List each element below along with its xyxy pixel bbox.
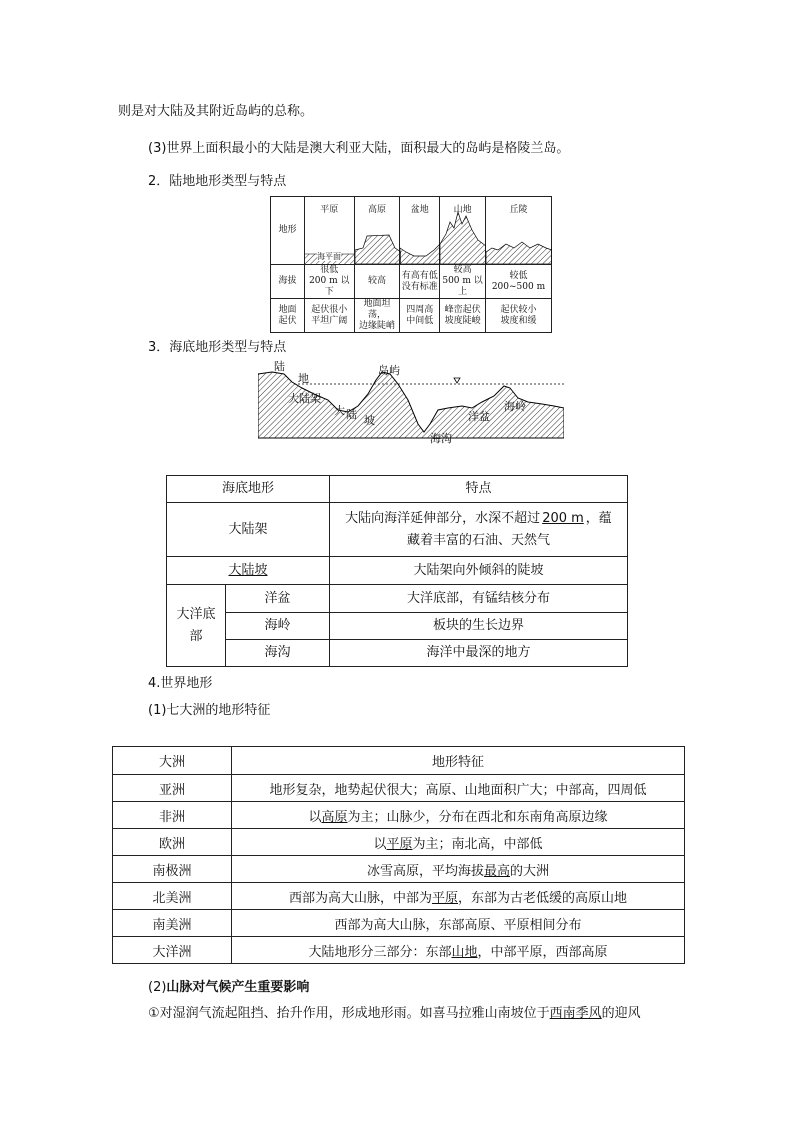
feature-text: 冰雪高原，平均海拔 xyxy=(366,863,484,879)
paragraph-line: (3)世界上面积最小的大陆是澳大利亚大陆，面积最大的岛屿是格陵兰岛。 xyxy=(148,141,570,156)
table-cell xyxy=(232,937,685,964)
table-cell xyxy=(232,829,685,856)
table-cell xyxy=(304,197,354,265)
feature-text: ，中部平原，西部高原 xyxy=(477,944,608,960)
feature-text: 平原 xyxy=(386,836,413,852)
paragraph-text: 西南季风 xyxy=(549,1006,602,1021)
feature-text: 大陆地形分三部分：东部 xyxy=(308,944,452,960)
feature-text: 西部为高大山脉，中部为 xyxy=(288,890,432,906)
table-cell: 大洋底部，有锰结核分布 xyxy=(330,585,628,613)
plateau-illustration xyxy=(355,224,401,264)
table-cell xyxy=(354,197,400,265)
label-shelf: 大陆架 xyxy=(288,392,321,405)
table-cell xyxy=(167,585,226,667)
table-cell: 四周高 中间低 xyxy=(400,299,440,333)
feature-text: 为主；山脉少，分布在西北和东南角高原边缘 xyxy=(347,809,608,825)
table-cell xyxy=(232,802,685,829)
table-cell xyxy=(440,197,486,265)
paragraph-text: 的迎风 xyxy=(601,1006,641,1021)
label-di: 地 xyxy=(298,372,309,385)
row-header: 地面 起伏 xyxy=(271,299,305,333)
feature-text: 大洋底 xyxy=(176,606,216,622)
paragraph-line: 则是对大陆及其附近岛屿的总称。 xyxy=(118,104,314,119)
table-cell: 很低 200 m 以下 xyxy=(304,265,354,299)
basin-illustration xyxy=(400,224,440,264)
section-heading: 3．海底地形类型与特点 xyxy=(148,340,287,355)
table-cell: 较低 200~500 m xyxy=(485,265,551,299)
feature-text: 大陆坡 xyxy=(228,562,268,578)
feature-text: 200 m xyxy=(542,510,584,526)
table-cell: 有高有低 没有标准 xyxy=(400,265,440,299)
paragraph-line xyxy=(148,1002,641,1021)
table-header: 特点 xyxy=(330,476,628,503)
label-trench: 海沟 xyxy=(430,432,452,445)
table-header: 海底地形 xyxy=(167,476,330,503)
table-header: 大洲 xyxy=(113,747,232,775)
table-cell: 亚洲 xyxy=(113,775,232,802)
table-cell: 地面坦荡， 边缘陡峭 xyxy=(354,299,400,333)
feature-text: ，蕴 xyxy=(585,510,612,526)
table-cell: 海洋中最深的地方 xyxy=(330,640,628,667)
label-basin: 洋盆 xyxy=(468,410,490,423)
label-lu: 陆 xyxy=(274,360,285,373)
column-label: 山地 xyxy=(453,205,472,215)
feature-text: 藏着丰富的石油、天然气 xyxy=(406,532,550,548)
feature-text: 大陆向海洋延伸部分，水深不超过 xyxy=(345,510,541,526)
table-cell: 欧洲 xyxy=(113,829,232,856)
feature-text: 最高 xyxy=(483,863,510,879)
table-cell: 起伏很小 平坦广阔 xyxy=(304,299,354,333)
table-cell xyxy=(232,883,685,910)
heading-number: (2) xyxy=(148,980,167,995)
table-cell: 大陆架 xyxy=(167,503,330,557)
sea-level-label: 海平面 xyxy=(316,252,341,261)
feature-text: 的大洲 xyxy=(510,863,550,879)
feature-text: 为主；南北高，中部低 xyxy=(412,836,543,852)
table-cell: 大陆架向外倾斜的陡坡 xyxy=(330,557,628,585)
landform-table xyxy=(270,196,552,333)
table-header: 地形特征 xyxy=(232,747,685,775)
label-ridge: 海岭 xyxy=(504,400,526,413)
feature-text: 以 xyxy=(308,809,322,825)
table-cell xyxy=(485,197,551,265)
table-cell: 西部为高大山脉，东部高原、平原相间分布 xyxy=(232,910,685,937)
table-cell: 地形 xyxy=(271,197,305,265)
table-cell xyxy=(232,856,685,883)
table-cell: 板块的生长边界 xyxy=(330,613,628,640)
table-cell: 起伏较小 坡度和缓 xyxy=(485,299,551,333)
section-heading: (1)七大洲的地形特征 xyxy=(148,703,271,718)
table-cell: 非洲 xyxy=(113,802,232,829)
column-label: 盆地 xyxy=(410,205,429,215)
row-header: 海拔 xyxy=(271,265,305,299)
feature-text: 山地 xyxy=(451,944,478,960)
seafloor-diagram xyxy=(258,358,564,448)
hills-illustration xyxy=(486,224,552,264)
label-slope-c: 坡 xyxy=(364,414,375,427)
feature-text: 高原 xyxy=(321,809,348,825)
feature-text: 部 xyxy=(189,628,203,644)
table-cell: 洋盆 xyxy=(226,585,330,613)
section-heading: 2．陆地地形类型与特点 xyxy=(148,174,287,189)
table-cell: 地形复杂，地势起伏很大；高原、山地面积广大；中部高，四周低 xyxy=(232,775,685,802)
seafloor-table xyxy=(166,475,628,667)
paragraph-text: ①对湿润气流起阻挡、抬升作用，形成地形雨。如喜马拉雅山南坡位于 xyxy=(148,1006,550,1021)
label-slope-b: 陆 xyxy=(346,408,357,421)
heading-text: 山脉对气候产生重要影响 xyxy=(166,980,310,995)
table-cell xyxy=(167,557,330,585)
continents-table xyxy=(112,746,685,964)
feature-text: 以 xyxy=(373,836,387,852)
table-cell: 海岭 xyxy=(226,613,330,640)
table-cell: 北美洲 xyxy=(113,883,232,910)
column-label: 高原 xyxy=(368,205,387,215)
mountain-illustration xyxy=(440,204,486,264)
table-cell: 南美洲 xyxy=(113,910,232,937)
table-cell: 南极洲 xyxy=(113,856,232,883)
label-slope-a: 大 xyxy=(334,404,345,417)
table-cell xyxy=(400,197,440,265)
label-island: 岛屿 xyxy=(378,364,400,377)
feature-text: ，东部为古老低缓的高原山地 xyxy=(458,890,628,906)
table-cell: 峰峦起伏 坡度陡峻 xyxy=(440,299,486,333)
feature-text: 平原 xyxy=(431,890,458,906)
table-cell: 较高 500 m 以上 xyxy=(440,265,486,299)
table-cell: 大洋洲 xyxy=(113,937,232,964)
section-heading: 4.世界地形 xyxy=(148,676,213,691)
column-label: 平原 xyxy=(320,205,339,215)
column-label: 丘陵 xyxy=(509,205,528,215)
table-cell: 较高 xyxy=(354,265,400,299)
table-cell xyxy=(330,503,628,557)
table-cell: 海沟 xyxy=(226,640,330,667)
section-heading xyxy=(148,976,309,995)
